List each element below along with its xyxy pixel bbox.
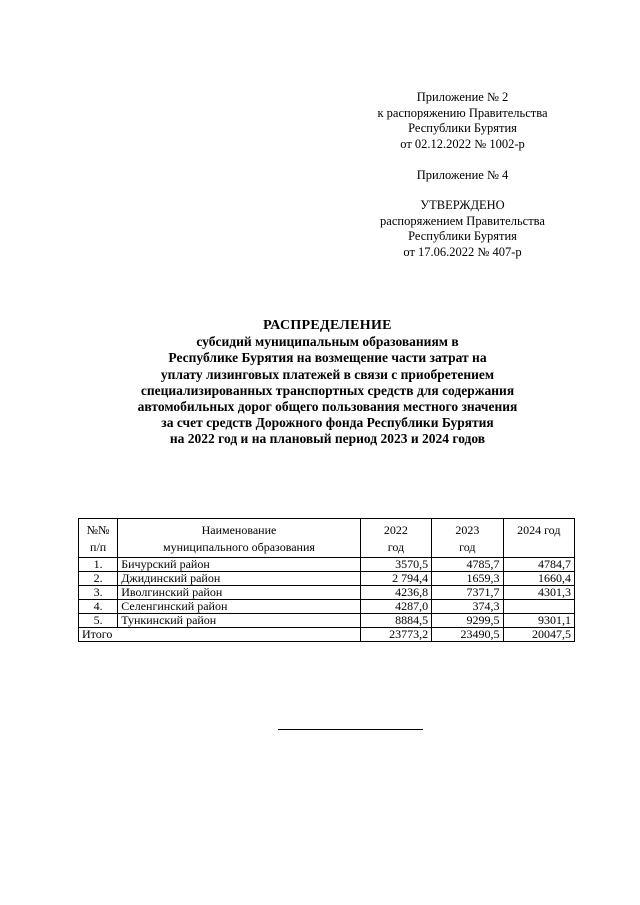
title-line: за счет средств Дорожного фонда Республики Бурятия — [161, 415, 494, 431]
row-municipality: Селенгинский район — [118, 600, 360, 614]
title-line: уплату лизинговых платежей в связи с приобретением — [160, 366, 495, 382]
header-municipality-line2: муниципального образования — [162, 540, 315, 554]
document-title — [60, 318, 595, 448]
total-2024-value: 20047,5 — [503, 628, 574, 642]
row-number: 1. — [79, 558, 118, 572]
total-2022-value: 23773,2 — [360, 628, 431, 642]
appendix-2-reference: к распоряжению Правительства — [377, 105, 548, 120]
table-row — [79, 614, 575, 628]
appendix-2-date: от 02.12.2022 № 1002-р — [400, 136, 525, 151]
row-municipality: Бичурский район — [118, 558, 360, 572]
appendix-2-block — [360, 90, 565, 152]
row-2024-value: 4784,7 — [503, 558, 574, 572]
header-2022-line1: 2022 — [383, 523, 408, 537]
row-number: 5. — [79, 614, 118, 628]
total-2023-value: 23490,5 — [432, 628, 503, 642]
appendix-4-block — [360, 168, 565, 184]
header-2024 — [503, 519, 574, 558]
row-2022-value: 3570,5 — [360, 558, 431, 572]
row-2023-value: 9299,5 — [432, 614, 503, 628]
row-2023-value: 374,3 — [432, 600, 503, 614]
table-row — [79, 600, 575, 614]
row-municipality: Джидинский район — [118, 572, 360, 586]
table-total-row — [79, 628, 575, 642]
approved-date: от 17.06.2022 № 407-р — [403, 244, 522, 259]
row-2023-value: 7371,7 — [432, 586, 503, 600]
header-number — [79, 519, 118, 558]
title-line: Республике Бурятия на возмещение части затрат на — [168, 350, 487, 366]
row-2023-value: 1659,3 — [432, 572, 503, 586]
header-municipality-line1: Наименование — [201, 523, 277, 537]
header-2022-line2: год — [387, 540, 405, 554]
header-number-line2: п/п — [90, 540, 107, 554]
table-row — [79, 558, 575, 572]
row-2024-value: 1660,4 — [503, 572, 574, 586]
approved-reference: распоряжением Правительства — [380, 213, 545, 228]
header-2023 — [432, 519, 503, 558]
table-row — [79, 586, 575, 600]
row-2024-value — [503, 600, 574, 614]
title-line: автомобильных дорог общего пользования местного значения — [137, 399, 518, 415]
row-municipality: Иволгинский район — [118, 586, 360, 600]
appendix-2-authority: Республики Бурятия — [408, 121, 517, 135]
row-number: 3. — [79, 586, 118, 600]
approved-block — [360, 198, 565, 260]
title-line: на 2022 год и на плановый период 2023 и 2024 годов — [169, 431, 486, 447]
approved-authority: Республики Бурятия — [408, 229, 517, 243]
row-2023-value: 4785,7 — [432, 558, 503, 572]
row-2022-value: 8884,5 — [360, 614, 431, 628]
title-line: специализированных транспортных средств для содержания — [140, 382, 515, 398]
header-2023-line2: год — [459, 540, 476, 554]
table-row — [79, 572, 575, 586]
subsidy-distribution-table — [78, 518, 575, 642]
title-line: субсидий муниципальным образованиям в — [196, 334, 459, 350]
row-number: 2. — [79, 572, 118, 586]
header-2024-label: 2024 год — [517, 523, 561, 537]
header-number-line1: №№ — [86, 523, 110, 537]
row-2022-value: 4236,8 — [360, 586, 431, 600]
approved-title: УТВЕРЖДЕНО — [420, 198, 505, 212]
appendix-2-title: Приложение № 2 — [416, 90, 509, 104]
row-2024-value: 9301,1 — [503, 614, 574, 628]
title-heading: РАСПРЕДЕЛЕНИЕ — [263, 318, 392, 333]
header-2023-line1: 2023 — [455, 523, 480, 537]
row-2024-value: 4301,3 — [503, 586, 574, 600]
total-label: Итого — [79, 628, 361, 642]
row-number: 4. — [79, 600, 118, 614]
appendix-4-title: Приложение № 4 — [416, 168, 509, 182]
header-2022 — [360, 519, 431, 558]
closing-divider-line — [278, 729, 423, 730]
header-municipality — [118, 519, 360, 558]
row-2022-value: 4287,0 — [360, 600, 431, 614]
row-municipality: Тункинский район — [118, 614, 360, 628]
row-2022-value: 2 794,4 — [360, 572, 431, 586]
table-header-row — [79, 519, 575, 558]
